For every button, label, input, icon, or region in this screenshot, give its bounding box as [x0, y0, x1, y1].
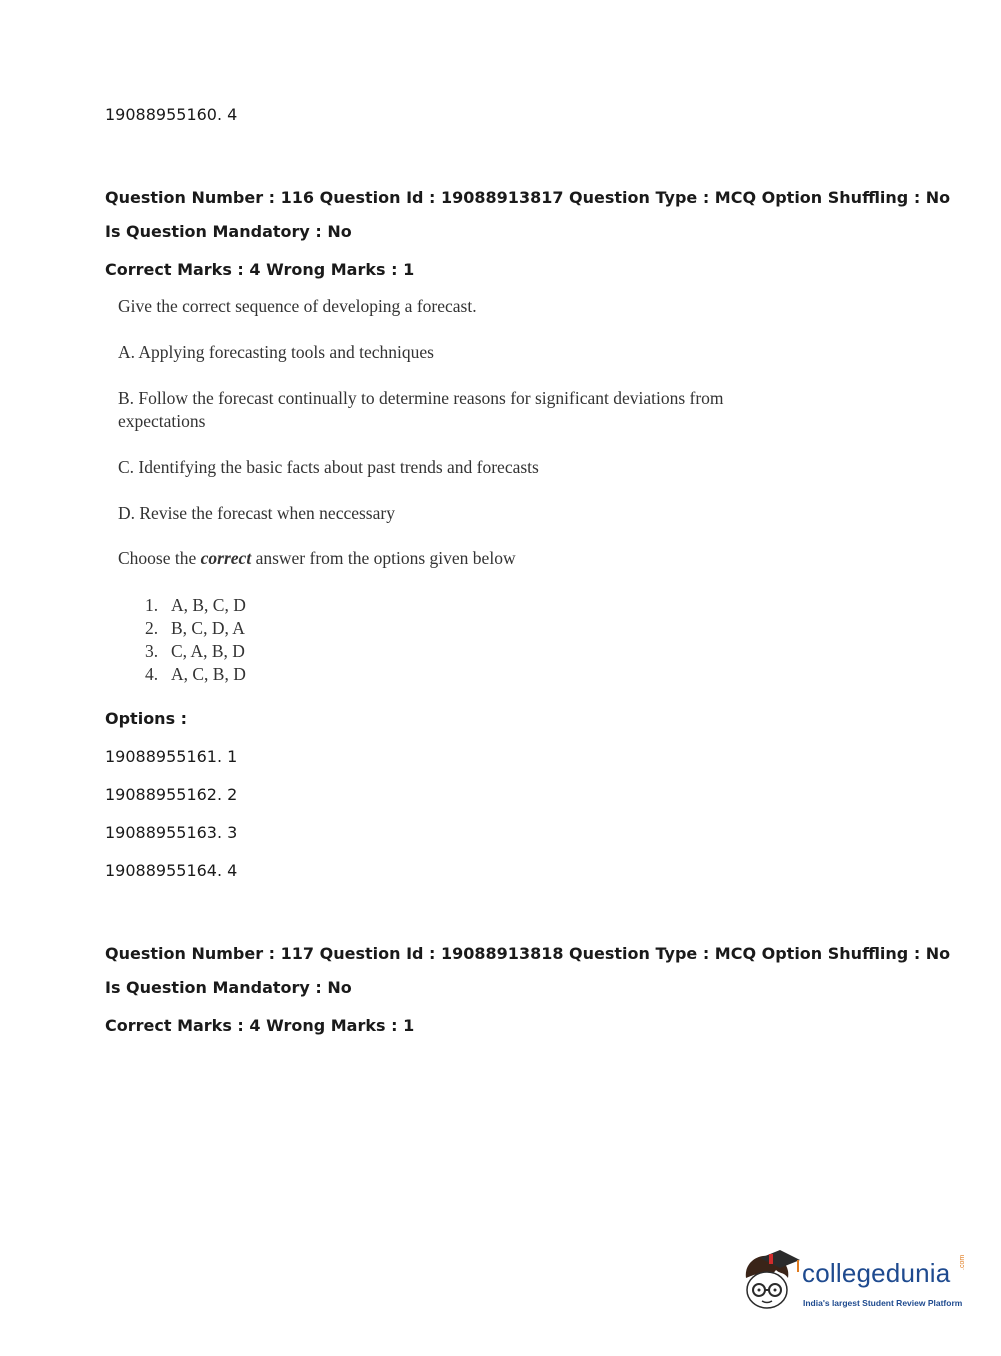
question-header: Question Number : 116 Question Id : 19088913817 Question Type : MCQ Option Shuffling : No — [105, 188, 951, 207]
mandatory-line: Is Question Mandatory : No — [105, 222, 352, 241]
choose-instruction — [118, 548, 516, 569]
logo-domain: .com — [959, 1254, 966, 1270]
marks-line: Correct Marks : 4 Wrong Marks : 1 — [105, 260, 415, 279]
choice-number: 1. — [145, 595, 159, 615]
choose-prefix: Choose the — [118, 548, 201, 568]
statement-b-cont: expectations — [118, 411, 206, 431]
question-text: Give the correct sequence of developing a forecast. — [118, 296, 477, 316]
choice-item — [145, 617, 246, 640]
choice-text: A, C, B, D — [171, 664, 246, 684]
choice-text: C, A, B, D — [171, 641, 245, 661]
choose-suffix: answer from the options given below — [251, 548, 516, 568]
option-line: 19088955164. 4 — [105, 861, 238, 880]
statement-a: A. Applying forecasting tools and techniques — [118, 342, 434, 362]
option-line: 19088955162. 2 — [105, 785, 238, 804]
question-header: Question Number : 117 Question Id : 19088913818 Question Type : MCQ Option Shuffling : No — [105, 944, 951, 963]
options-label: Options : — [105, 709, 188, 728]
choice-text: A, B, C, D — [171, 595, 246, 615]
choice-number: 4. — [145, 664, 159, 684]
choose-emphasis: correct — [200, 548, 252, 568]
statement-c: C. Identifying the basic facts about past trends and forecasts — [118, 457, 539, 477]
choice-number: 2. — [145, 618, 159, 638]
choice-number: 3. — [145, 641, 159, 661]
choice-item — [145, 594, 246, 617]
choice-item — [145, 640, 246, 663]
marks-line: Correct Marks : 4 Wrong Marks : 1 — [105, 1016, 415, 1035]
option-line: 19088955160. 4 — [105, 105, 238, 124]
mandatory-line: Is Question Mandatory : No — [105, 978, 352, 997]
option-line: 19088955163. 3 — [105, 823, 238, 842]
logo-tagline: India's largest Student Review Platform — [803, 1298, 963, 1308]
mascot-icon — [740, 1248, 802, 1314]
collegedunia-logo — [740, 1246, 970, 1316]
option-line: 19088955161. 1 — [105, 747, 238, 766]
logo-wordmark: collegedunia — [802, 1258, 951, 1288]
choice-item — [145, 663, 246, 686]
choice-list — [145, 594, 246, 686]
choice-text: B, C, D, A — [171, 618, 245, 638]
statement-d: D. Revise the forecast when neccessary — [118, 503, 395, 523]
statement-b: B. Follow the forecast continually to determine reasons for significant deviations from — [118, 388, 724, 408]
